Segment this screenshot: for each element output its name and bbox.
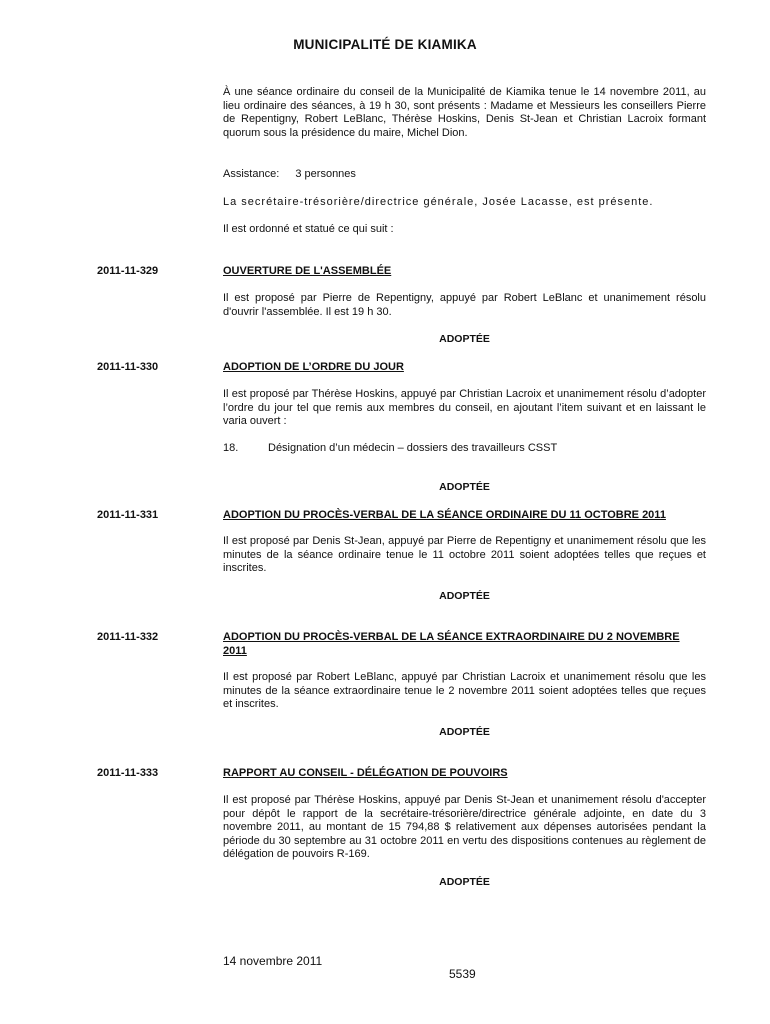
- resolution-heading: RAPPORT AU CONSEIL - DÉLÉGATION DE POUVOIRS: [223, 767, 508, 779]
- agenda-item-number: 18.: [223, 442, 239, 454]
- resolution-status: ADOPTÉE: [439, 726, 490, 738]
- resolution-text: Il est proposé par Thérèse Hoskins, appuyé par Denis St-Jean et unanimement résolu d'accepter pour dépôt le rapport de la secrétaire-trésorière/directrice générale adjointe, en date du 3 novembre 2011, au montant de 15 794,88 $ relativement aux dépenses autorisées pendant la période du 30 septembre au 31 octobre 2011 en vertu des dispositions contenues au règlement de délégation de pouvoirs R-169.: [223, 794, 706, 860]
- resolution-heading: OUVERTURE DE L'ASSEMBLÉE: [223, 265, 392, 277]
- intro-paragraph: À une séance ordinaire du conseil de la Municipalité de Kiamika tenue le 14 novembre 2011, au lieu ordinaire des séances, à 19 h 30, sont présents : Madame et Messieurs les conseillers Pierre de Repentigny, Robert LeBlanc, Thérèse Hoskins, Denis St-Jean et Christian Lacroix formant quorum sous la présidence du maire, Michel Dion.: [223, 86, 706, 139]
- resolution-code: 2011-11-330: [97, 361, 159, 373]
- assistance-line: [223, 168, 706, 182]
- resolution-text: Il est proposé par Thérèse Hoskins, appuyé par Christian Lacroix et unanimement résolu d’adopter l’ordre du jour tel que remis aux membres du conseil, en ajoutant l’item suivant et en laissant le varia ouvert :: [223, 388, 706, 427]
- page-number: 5539: [449, 967, 476, 981]
- resolution-heading: ADOPTION DE L’ORDRE DU JOUR: [223, 361, 404, 373]
- assistance-value: 3 personnes: [295, 168, 356, 180]
- resolution-code: 2011-11-331: [97, 509, 159, 521]
- resolution-status: ADOPTÉE: [439, 590, 490, 602]
- ordered-line: Il est ordonné et statué ce qui suit :: [223, 223, 394, 235]
- secretary-line: La secrétaire-trésorière/directrice générale, Josée Lacasse, est présente.: [223, 196, 654, 208]
- resolution-text: Il est proposé par Denis St-Jean, appuyé par Pierre de Repentigny et unanimement résolu que les minutes de la séance ordinaire tenue le 11 octobre 2011 soient adoptées telles que reçues et inscrites.: [223, 535, 706, 574]
- resolution-code: 2011-11-333: [97, 767, 159, 779]
- resolution-code: 2011-11-329: [97, 265, 159, 277]
- resolution-status: ADOPTÉE: [439, 333, 490, 345]
- document-title: MUNICIPALITÉ DE KIAMIKA: [293, 37, 477, 52]
- resolution-heading: ADOPTION DU PROCÈS-VERBAL DE LA SÉANCE ORDINAIRE DU 11 OCTOBRE 2011: [223, 509, 666, 521]
- agenda-item-text: Désignation d’un médecin – dossiers des travailleurs CSST: [268, 442, 558, 454]
- resolution-text: Il est proposé par Robert LeBlanc, appuyé par Christian Lacroix et unanimement résolu que les minutes de la séance extraordinaire tenue le 2 novembre 2011 soient adoptées telles que reçues et inscrites.: [223, 671, 706, 710]
- resolution-status: ADOPTÉE: [439, 481, 490, 493]
- resolution-code: 2011-11-332: [97, 631, 159, 643]
- assistance-label: Assistance:: [223, 168, 280, 180]
- resolution-status: ADOPTÉE: [439, 876, 490, 888]
- resolution-text: Il est proposé par Pierre de Repentigny, appuyé par Robert LeBlanc et unanimement résolu d'ouvrir l'assemblée. Il est 19 h 30.: [223, 292, 706, 318]
- footer-date: 14 novembre 2011: [223, 954, 323, 968]
- resolution-heading: ADOPTION DU PROCÈS-VERBAL DE LA SÉANCE EXTRAORDINAIRE DU 2 NOVEMBRE 2011: [223, 631, 680, 657]
